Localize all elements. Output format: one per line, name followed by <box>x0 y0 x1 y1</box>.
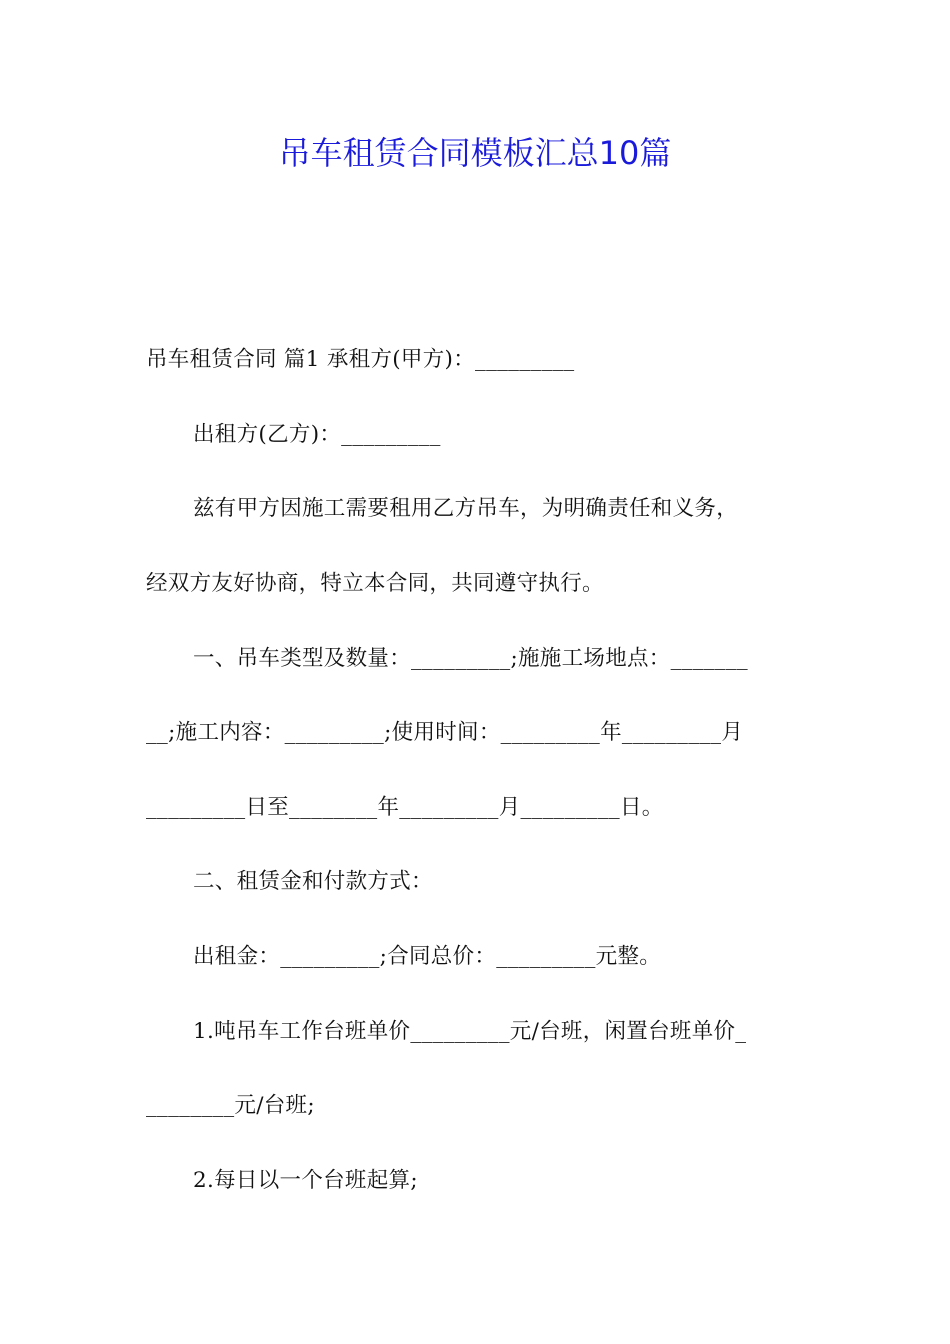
clause-line: ________元/台班; <box>146 1093 315 1118</box>
lessor-line: 出租方(乙方)：_________ <box>193 422 441 447</box>
clause-line: 一、吊车类型及数量：_________;施施工场地点：_______ <box>193 646 748 671</box>
clause-line: __;施工内容：_________;使用时间：_________年_________月 <box>146 720 744 745</box>
clause-line: 2.每日以一个台班起算; <box>193 1168 418 1193</box>
clause-line: _________日至________年_________月_________日。 <box>146 795 664 820</box>
clause-line: 出租金：_________;合同总价：_________元整。 <box>193 944 662 969</box>
document-title: 吊车租赁合同模板汇总10篇 <box>278 134 672 172</box>
paragraph-line: 兹有甲方因施工需要租用乙方吊车，为明确责任和义务， <box>193 496 739 521</box>
section-heading-line: 吊车租赁合同 篇1 承租方(甲方)：_________ <box>146 347 575 372</box>
paragraph-line: 经双方友好协商，特立本合同，共同遵守执行。 <box>146 571 604 596</box>
clause-heading-line: 二、租赁金和付款方式： <box>193 869 433 894</box>
clause-line: 1.吨吊车工作台班单价_________元/台班，闲置台班单价_ <box>193 1019 747 1044</box>
